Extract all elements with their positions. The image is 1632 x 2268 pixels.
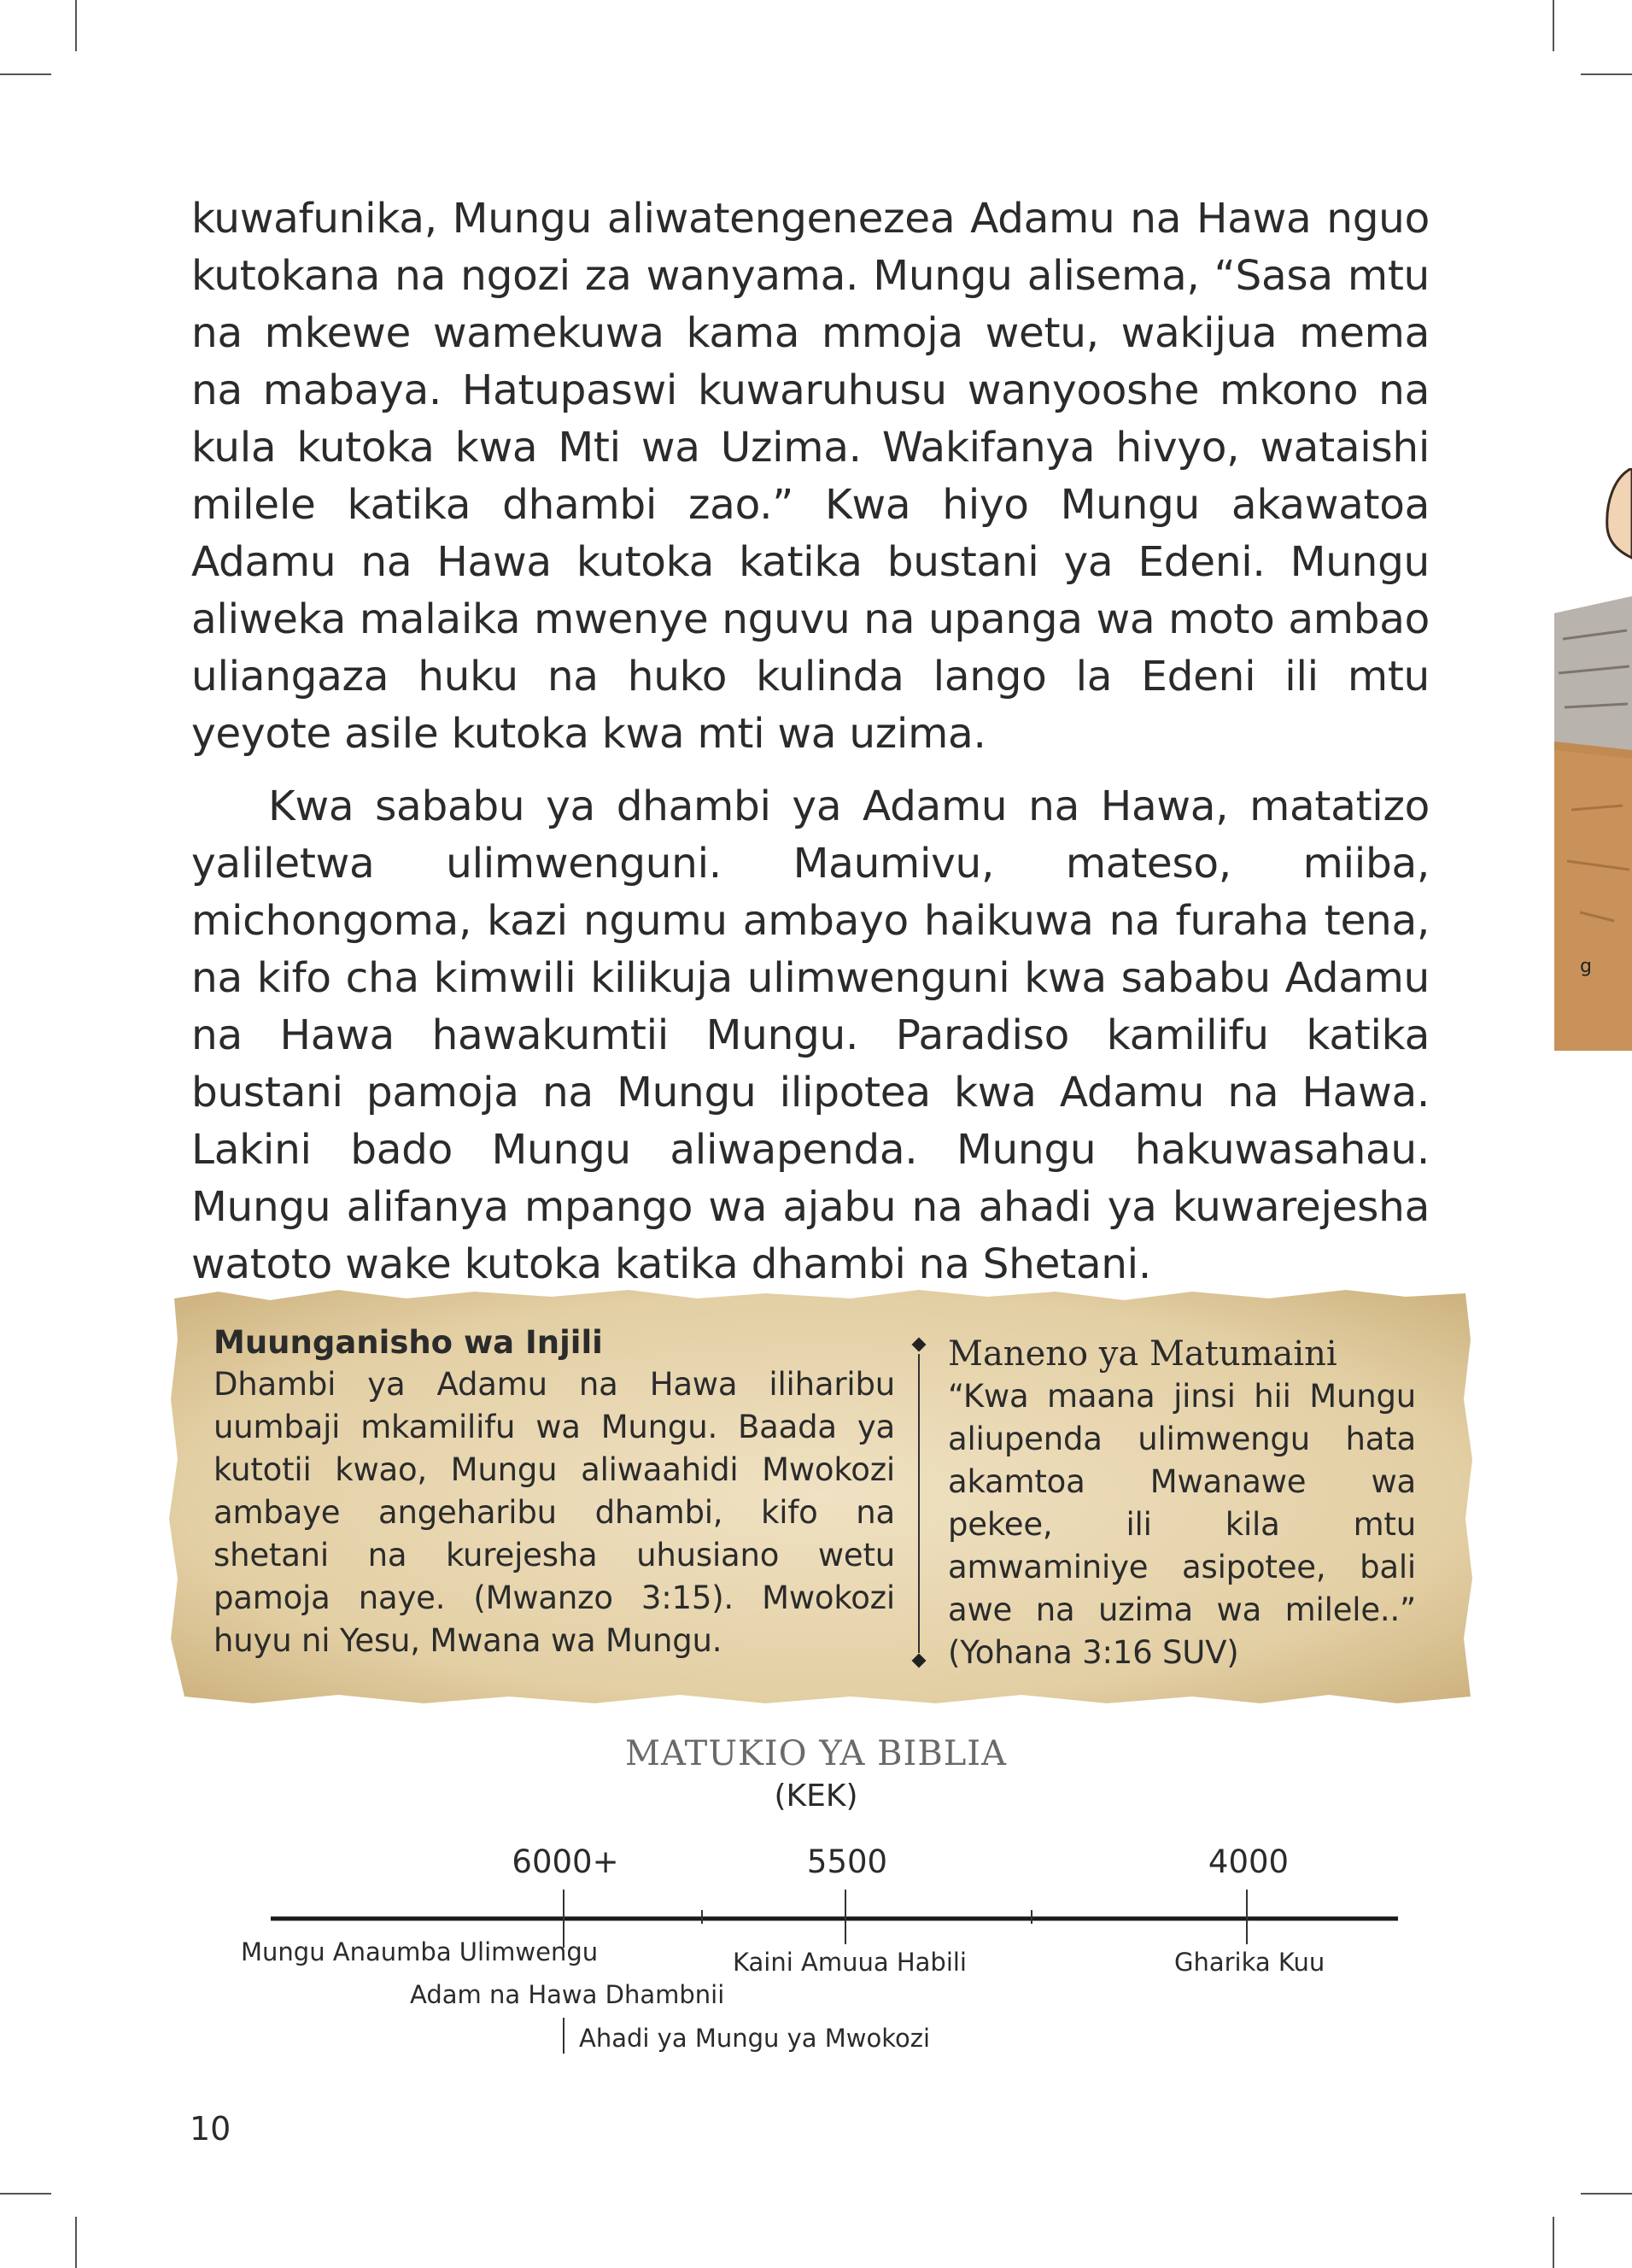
timeline-title: MATUKIO YA BIBLIA	[625, 1734, 1007, 1773]
body-paragraph-1: kuwafunika, Mungu aliwatengenezea Adamu na Hawa nguo kutokana na ngozi za wanyama. Mungu alisema, “Sasa mtu na mkewe wamekuwa kama mmoja wetu, wakijua mema na mabaya. Hatupaswi kuwaruhusu wanyooshe mkono na kula kutoka kwa Mti wa Uzima. Wakifanya hivyo, wataishi milele katika dhambi zao.” Kwa hiyo Mungu akawatoa Adamu na Hawa kutoka katika bustani ya Edeni. Mungu aliweka malaika mwenye nguvu na upanga wa moto ambao uliangaza huku na huko kulinda lango la Edeni ili mtu yeyote asile kutoka kwa mti wa uzima.	[191, 195, 1430, 758]
timeline-subtitle: (KEK)	[774, 1779, 858, 1814]
gospel-connection-title: Muunganisho wa Injili	[214, 1324, 603, 1361]
timeline-event: Mungu Anaumba Ulimwengu	[241, 1937, 599, 1966]
words-of-hope-text: “Kwa maana jinsi hii Mungu aliupenda ulimwengu hata akamtoa Mwanawe wa pekee, ili kila mtu amwaminiye asipotee, bali awe na uzima wa milele..” (Yohana 3:16 SUV)	[948, 1378, 1416, 1671]
page-number: 10	[190, 2110, 231, 2148]
timeline-year-label: 5500	[806, 1843, 888, 1880]
timeline-event: Kaini Amuua Habili	[733, 1948, 967, 1977]
timeline-year-label: 6000+	[512, 1843, 619, 1880]
svg-text:g: g	[1580, 956, 1592, 977]
timeline-event: Adam na Hawa Dhambnii	[410, 1980, 725, 2009]
timeline-event: Ahadi ya Mungu ya Mwokozi	[579, 2024, 931, 2053]
timeline-year-label: 4000	[1208, 1843, 1290, 1880]
body-paragraph-2: Kwa sababu ya dhambi ya Adamu na Hawa, matatizo yaliletwa ulimwenguni. Maumivu, mateso, miiba, michongoma, kazi ngumu ambayo haikuwa na furaha tena, na kifo cha kimwili kilikuja ulimwenguni kwa sababu Adamu na Hawa hawakumtii Mungu. Paradiso kamilifu katika bustani pamoja na Mungu ilipotea kwa Adamu na Hawa. Lakini bado Mungu aliwapenda. Mungu hakuwasahau. Mungu alifanya mpango wa ajabu na ahadi ya kuwarejesha watoto wake kutoka katika dhambi na Shetani.	[191, 782, 1430, 1288]
timeline-event: Gharika Kuu	[1174, 1948, 1325, 1977]
words-of-hope-title: Maneno ya Matumaini	[948, 1334, 1337, 1374]
gospel-connection-text: Dhambi ya Adamu na Hawa iliharibu uumbaji mkamilifu wa Mungu. Baada ya kutotii kwao, Mungu aliwaahidi Mwokozi ambaye angeharibu dhambi, kifo na shetani na kurejesha uhusiano wetu pamoja naye. (Mwanzo 3:15). Mwokozi huyu ni Yesu, Mwana wa Mungu.	[214, 1366, 895, 1659]
